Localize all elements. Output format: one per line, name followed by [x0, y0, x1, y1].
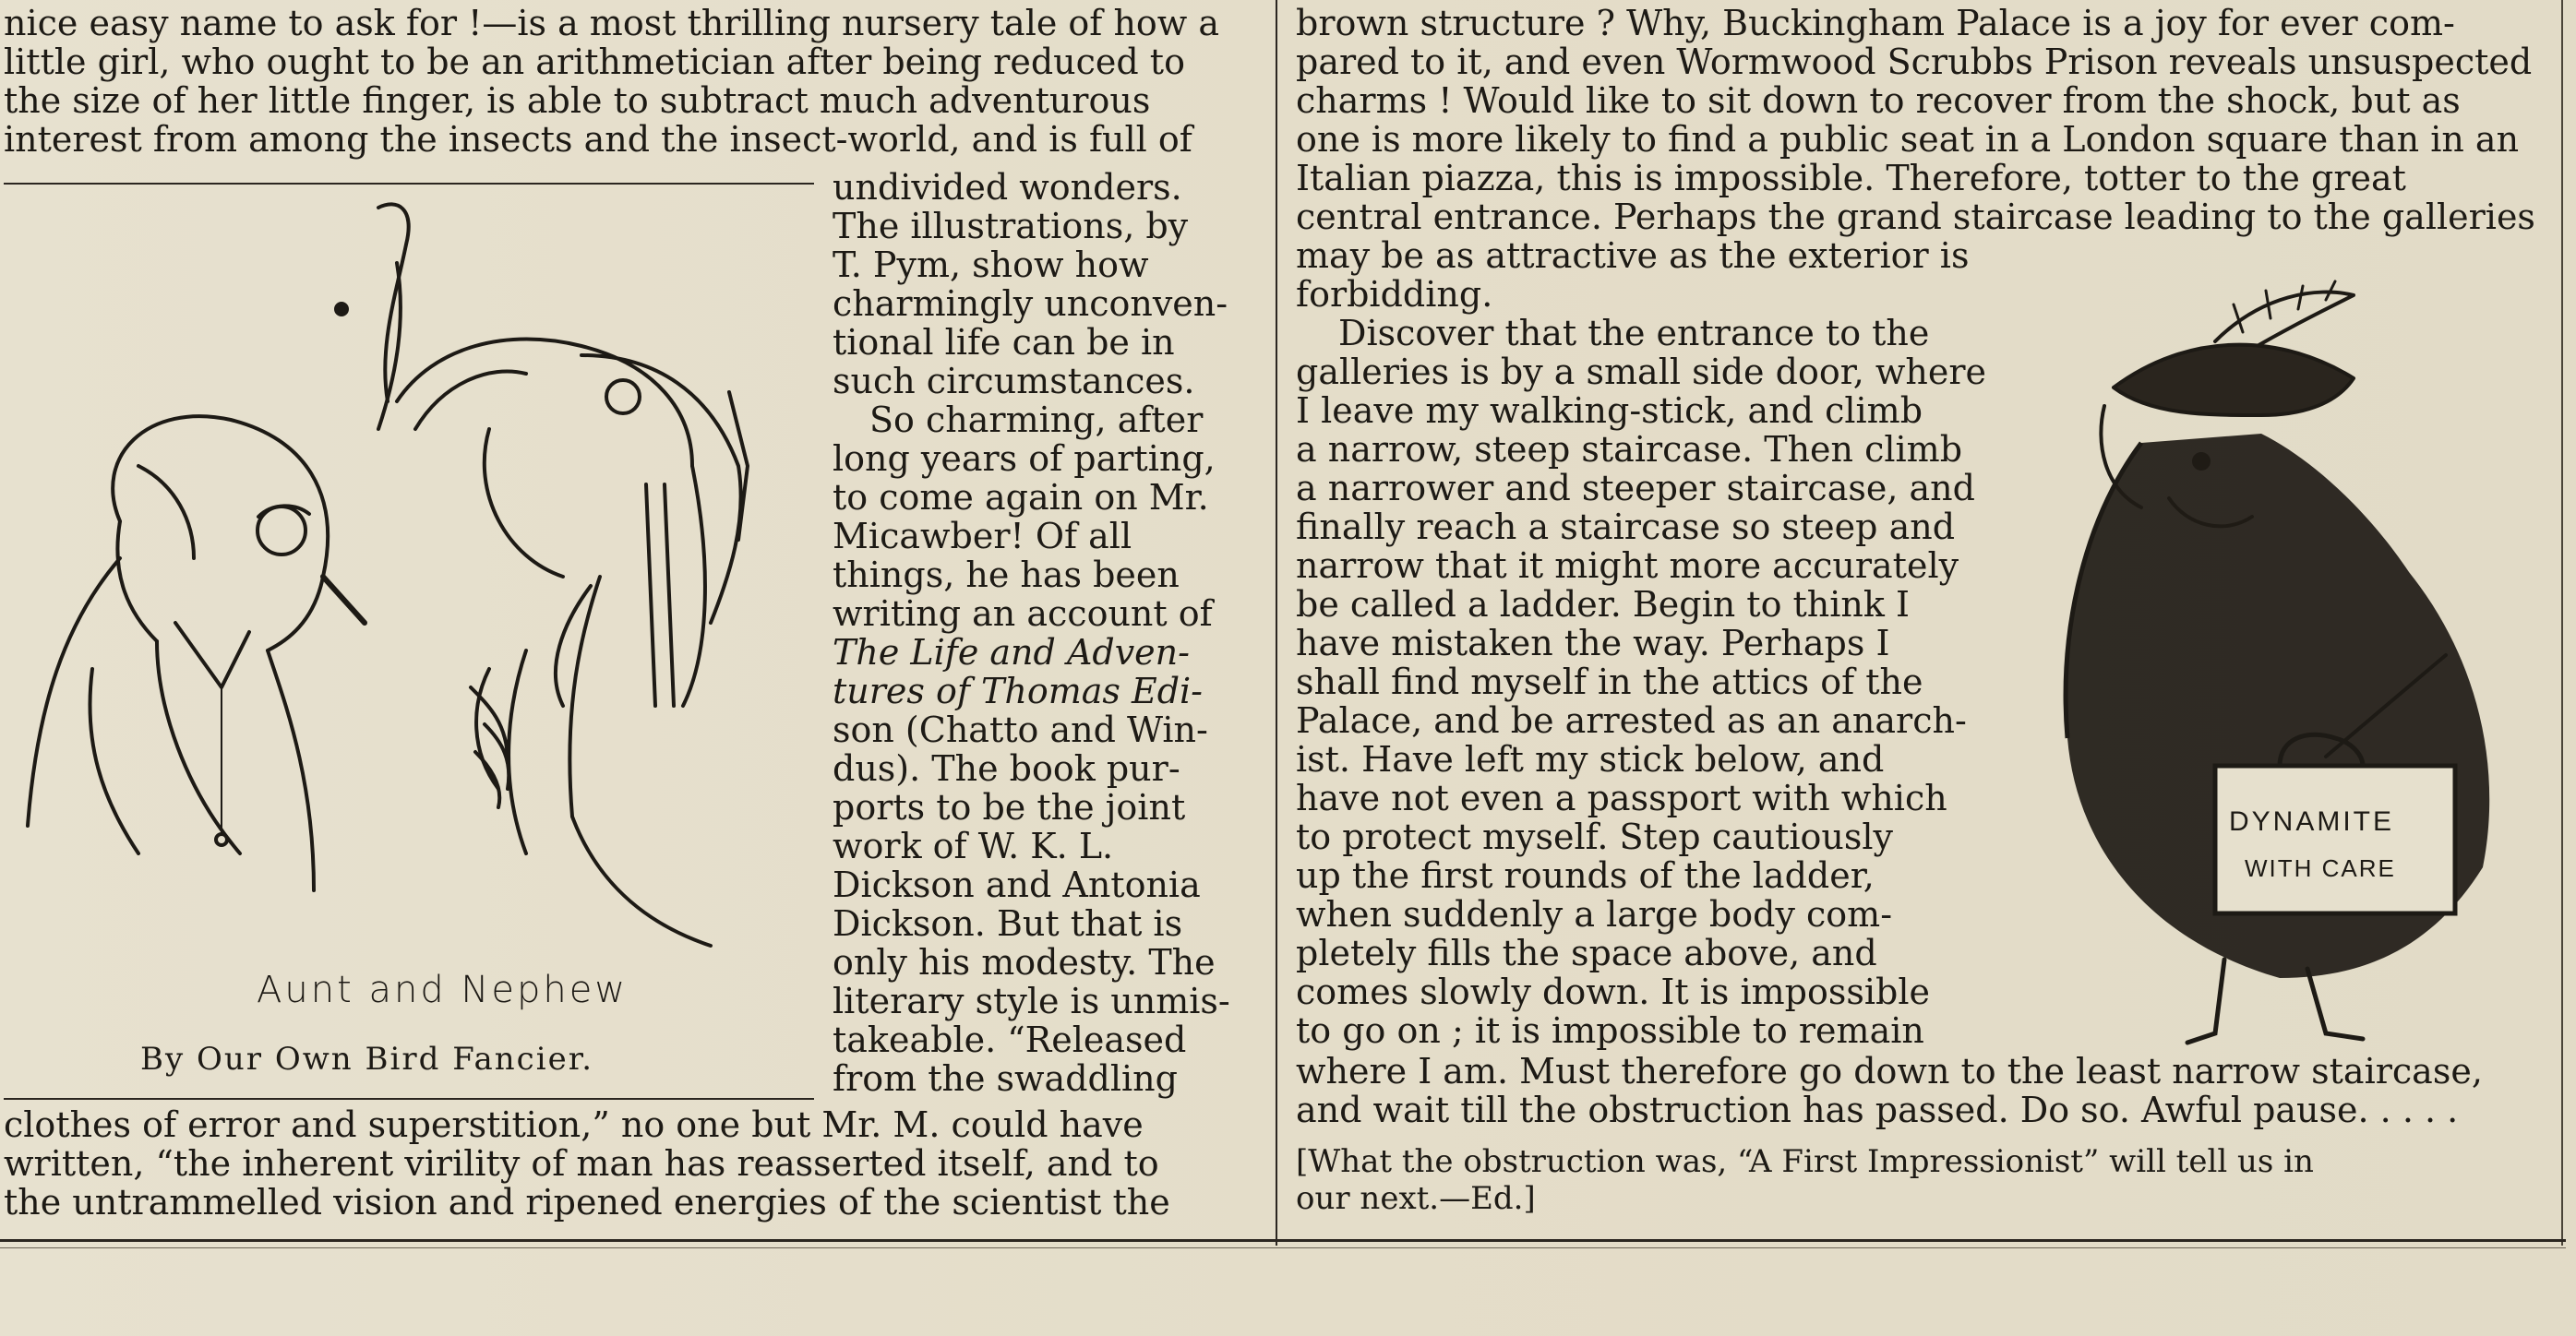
side-line: T. Pym, show how	[833, 245, 1149, 285]
side-line: The illustrations, by	[833, 206, 1189, 246]
side-line: long years of parting,	[833, 438, 1216, 479]
right-top-line-6: central entrance. Perhaps the grand staircase leading to the galleries	[1296, 197, 2535, 237]
side-line: up the first rounds of the ladder,	[1296, 855, 1875, 896]
left-bottom-line-1: clothes of error and superstition,” no one but Mr. M. could have	[4, 1104, 1144, 1145]
right-top-line-5: Italian piazza, this is impossible. Therefore, totter to the great	[1296, 158, 2406, 198]
side-line: only his modesty. The	[833, 942, 1216, 983]
bag-text-with-care: WITH CARE	[2245, 854, 2396, 882]
side-line: a narrow, steep staircase. Then climb	[1296, 429, 1963, 470]
side-line: be called a ladder. Begin to think I	[1296, 584, 1911, 625]
side-line: when suddenly a large body com-	[1296, 894, 1893, 935]
side-line: have mistaken the way. Perhaps I	[1296, 623, 1890, 663]
side-line: Dickson and Antonia	[833, 865, 1201, 905]
right-bottom-line-2: and wait till the obstruction has passed. Do so. Awful pause. . . . .	[1296, 1090, 2459, 1130]
side-line: may be as attractive as the exterior is	[1296, 235, 1970, 276]
page-right-rule	[2561, 0, 2563, 1246]
side-line: Discover that the entrance to the	[1338, 313, 1930, 353]
left-top-line-3: the size of her little finger, is able to subtract much adventurous	[4, 80, 1151, 121]
left-bottom-line-3: the untrammelled vision and ripened energies of the scientist the	[4, 1182, 1170, 1223]
illustration-bottom-rule	[4, 1098, 814, 1100]
side-line: Dickson. But that is	[833, 903, 1183, 944]
anarchist-illustration	[2003, 277, 2557, 1052]
side-line: from the swaddling	[833, 1058, 1178, 1099]
side-line: The Life and Adven-	[833, 632, 1190, 673]
side-line: shall find myself in the attics of the	[1296, 662, 1923, 702]
side-line: I leave my walking-stick, and climb	[1296, 390, 1923, 431]
side-line: takeable. “Released	[833, 1020, 1187, 1060]
column-divider	[1276, 0, 1277, 1246]
right-top-line-1: brown structure ? Why, Buckingham Palace is a joy for ever com-	[1296, 3, 2455, 43]
editor-note-line-1: [What the obstruction was, “A First Impressionist” will tell us in	[1296, 1143, 2314, 1180]
right-top-line-4: one is more likely to find a public seat in a London square than in an	[1296, 119, 2520, 160]
illustration-handwritten-label: Aunt and Nephew	[257, 969, 629, 1011]
side-line: ist. Have left my stick below, and	[1296, 739, 1885, 780]
side-line: dus). The book pur-	[833, 748, 1180, 789]
illustration-caption: By Our Own Bird Fancier.	[140, 1041, 594, 1078]
page-bottom-rule	[0, 1239, 2566, 1242]
side-line: to come again on Mr.	[833, 477, 1209, 518]
page-bottom-rule-thin	[0, 1247, 2566, 1248]
left-top-line-4: interest from among the insects and the insect-world, and is full of	[4, 119, 1192, 160]
side-line: charmingly unconven-	[833, 283, 1228, 324]
right-bottom-line-1: where I am. Must therefore go down to the least narrow staircase,	[1296, 1051, 2483, 1091]
side-line: son (Chatto and Win-	[833, 710, 1208, 750]
side-line: forbidding.	[1296, 274, 1493, 315]
side-line: undivided wonders.	[833, 167, 1182, 208]
side-line: Palace, and be arrested as an anarch-	[1296, 700, 1967, 741]
side-line: to go on ; it is impossible to remain	[1296, 1010, 1924, 1051]
side-line: writing an account of	[833, 593, 1213, 634]
side-line: literary style is unmis-	[833, 981, 1230, 1021]
right-side-text	[1296, 235, 1986, 1051]
side-line: pletely fills the space above, and	[1296, 933, 1877, 973]
side-line: tures of Thomas Edi-	[833, 671, 1204, 711]
editor-note-line-2: our next.—Ed.]	[1296, 1180, 1536, 1217]
side-line: work of W. K. L.	[833, 826, 1114, 866]
side-line: Micawber! Of all	[833, 516, 1132, 556]
side-line: a narrower and steeper staircase, and	[1296, 468, 1975, 508]
side-line: things, he has been	[833, 555, 1180, 595]
side-line: finally reach a staircase so steep and	[1296, 507, 1956, 547]
side-line: comes slowly down. It is impossible	[1296, 972, 1930, 1012]
side-line: narrow that it might more accurately	[1296, 545, 1959, 586]
side-line: such circumstances.	[833, 361, 1195, 401]
aunt-and-nephew-illustration	[9, 189, 803, 1038]
side-line: have not even a passport with which	[1296, 778, 1947, 818]
left-bottom-line-2: written, “the inherent virility of man has reasserted itself, and to	[4, 1143, 1159, 1184]
side-line: to protect myself. Step cautiously	[1296, 817, 1894, 857]
left-top-line-2: little girl, who ought to be an arithmetician after being reduced to	[4, 42, 1185, 82]
bag-text-dynamite: DYNAMITE	[2229, 806, 2395, 837]
side-line: So charming, after	[869, 400, 1204, 440]
right-top-line-3: charms ! Would like to sit down to recover from the shock, but as	[1296, 80, 2461, 121]
side-line: galleries is by a small side door, where	[1296, 352, 1986, 392]
side-line: tional life can be in	[833, 322, 1175, 363]
left-top-line-1: nice easy name to ask for !—is a most thrilling nursery tale of how a	[4, 3, 1220, 43]
right-top-line-2: pared to it, and even Wormwood Scrubbs Prison reveals unsuspected	[1296, 42, 2533, 82]
side-line: ports to be the joint	[833, 787, 1186, 828]
illustration-top-rule	[4, 183, 814, 185]
left-side-text	[833, 168, 1266, 1098]
